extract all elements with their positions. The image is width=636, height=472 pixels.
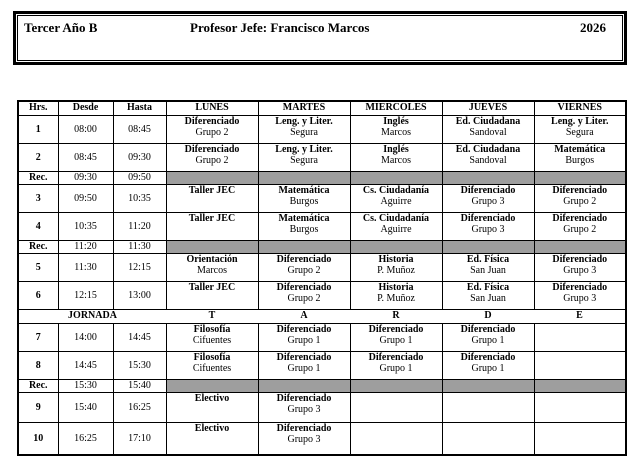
time-to-cell: 09:50 — [113, 171, 166, 184]
col-header-jueves: JUEVES — [442, 101, 534, 115]
subject-name: Diferenciado — [460, 351, 516, 363]
time-from-cell: 16:25 — [58, 422, 113, 455]
head-teacher: Profesor Jefe: Francisco Marcos — [190, 20, 370, 35]
subject-name: Diferenciado — [276, 351, 332, 363]
teacher-name: Grupo 1 — [471, 334, 505, 346]
class-cell — [350, 253, 442, 281]
teacher-name: Sandoval — [469, 154, 507, 166]
class-cell — [166, 115, 258, 143]
subject-name: Diferenciado — [276, 281, 332, 293]
period-row — [18, 212, 626, 240]
subject-name: Historia — [378, 281, 414, 293]
class-cell — [350, 422, 442, 455]
teacher-name: Cifuentes — [192, 362, 232, 374]
class-cell — [442, 323, 534, 351]
subject-name: Inglés — [383, 115, 409, 127]
class-cell — [166, 184, 258, 212]
class-cell — [258, 351, 350, 379]
class-cell — [442, 115, 534, 143]
class-cell — [534, 253, 626, 281]
teacher-name: Grupo 2 — [195, 126, 229, 138]
period-number-cell: 1 — [18, 115, 58, 143]
subject-name: Diferenciado — [368, 323, 424, 335]
teacher-name: Segura — [290, 126, 318, 138]
class-cell — [534, 351, 626, 379]
time-to-cell: 11:20 — [113, 212, 166, 240]
teacher-name: Burgos — [565, 154, 595, 166]
period-row — [18, 422, 626, 455]
recess-cell — [442, 240, 534, 253]
class-name: Tercer Año B — [24, 20, 98, 35]
class-cell — [258, 323, 350, 351]
class-cell — [166, 351, 258, 379]
teacher-name: Burgos — [289, 195, 319, 207]
class-cell — [534, 143, 626, 171]
period-number-cell: Rec. — [18, 379, 58, 392]
class-cell — [442, 212, 534, 240]
period-row — [18, 323, 626, 351]
recess-cell — [166, 171, 258, 184]
subject-name: Diferenciado — [184, 143, 240, 155]
subject-name: Diferenciado — [552, 253, 608, 265]
timetable — [17, 100, 627, 456]
header-row — [18, 101, 626, 115]
period-row — [18, 184, 626, 212]
time-to-cell: 11:30 — [113, 240, 166, 253]
class-cell — [534, 184, 626, 212]
teacher-name: Grupo 3 — [563, 292, 597, 304]
period-number-cell: 4 — [18, 212, 58, 240]
jornada-letter: A — [258, 309, 350, 323]
period-row — [18, 281, 626, 309]
subject-name: Leng. y Liter. — [275, 115, 333, 127]
class-cell — [166, 323, 258, 351]
class-cell — [166, 281, 258, 309]
teacher-name: Grupo 3 — [287, 403, 321, 415]
col-header-desde: Desde — [58, 101, 113, 115]
subject-name: Cs. Ciudadanía — [362, 212, 430, 224]
recess-cell — [258, 240, 350, 253]
time-to-cell: 15:40 — [113, 379, 166, 392]
period-number-cell: Rec. — [18, 171, 58, 184]
class-cell — [350, 184, 442, 212]
teacher-name: Grupo 2 — [563, 223, 597, 235]
subject-name: Matemática — [278, 184, 330, 196]
class-cell — [258, 212, 350, 240]
period-number-cell: 9 — [18, 392, 58, 422]
teacher-name: Marcos — [381, 154, 411, 166]
class-cell — [442, 253, 534, 281]
recess-row — [18, 240, 626, 253]
subject-name: Diferenciado — [368, 351, 424, 363]
subject-name: Diferenciado — [552, 212, 608, 224]
subject-name: Taller JEC — [188, 281, 236, 293]
jornada-letter: R — [350, 309, 442, 323]
time-to-cell: 10:35 — [113, 184, 166, 212]
period-row — [18, 351, 626, 379]
col-header-hrs: Hrs. — [18, 101, 58, 115]
time-from-cell: 14:45 — [58, 351, 113, 379]
time-to-cell: 09:30 — [113, 143, 166, 171]
class-cell — [258, 184, 350, 212]
recess-cell — [534, 171, 626, 184]
timetable-body — [18, 115, 626, 455]
recess-cell — [258, 379, 350, 392]
recess-cell — [258, 171, 350, 184]
period-number-cell: 8 — [18, 351, 58, 379]
subject-name: Diferenciado — [276, 392, 332, 404]
subject-name: Ed. Ciudadana — [455, 115, 521, 127]
class-cell — [258, 253, 350, 281]
recess-cell — [350, 240, 442, 253]
subject-name: Leng. y Liter. — [551, 115, 609, 127]
class-cell — [534, 323, 626, 351]
class-cell — [534, 281, 626, 309]
class-cell — [350, 392, 442, 422]
teacher-name: Grupo 1 — [379, 362, 413, 374]
subject-name: Electivo — [194, 422, 230, 434]
subject-name: Historia — [378, 253, 414, 265]
time-to-cell: 08:45 — [113, 115, 166, 143]
time-from-cell: 11:20 — [58, 240, 113, 253]
jornada-row — [18, 309, 626, 323]
recess-cell — [350, 171, 442, 184]
class-cell — [350, 323, 442, 351]
time-to-cell: 14:45 — [113, 323, 166, 351]
class-cell — [442, 392, 534, 422]
subject-name: Diferenciado — [276, 422, 332, 434]
time-from-cell: 12:15 — [58, 281, 113, 309]
col-header-hasta: Hasta — [113, 101, 166, 115]
recess-cell — [442, 379, 534, 392]
class-cell — [442, 184, 534, 212]
period-number-cell: 6 — [18, 281, 58, 309]
title-box-inner — [17, 15, 623, 61]
jornada-letter: D — [442, 309, 534, 323]
time-to-cell: 16:25 — [113, 392, 166, 422]
subject-name: Leng. y Liter. — [275, 143, 333, 155]
subject-name: Matemática — [278, 212, 330, 224]
time-from-cell: 14:00 — [58, 323, 113, 351]
class-cell — [166, 212, 258, 240]
time-to-cell: 17:10 — [113, 422, 166, 455]
subject-name: Diferenciado — [552, 184, 608, 196]
time-from-cell: 10:35 — [58, 212, 113, 240]
subject-name: Filosofía — [193, 351, 231, 363]
recess-row — [18, 171, 626, 184]
teacher-name: Grupo 3 — [471, 223, 505, 235]
class-cell — [166, 422, 258, 455]
recess-cell — [166, 379, 258, 392]
teacher-name: Marcos — [197, 264, 227, 276]
teacher-name: Grupo 3 — [287, 433, 321, 445]
teacher-name: Marcos — [381, 126, 411, 138]
time-from-cell: 11:30 — [58, 253, 113, 281]
teacher-name: San Juan — [470, 292, 506, 304]
time-to-cell: 12:15 — [113, 253, 166, 281]
teacher-name: Grupo 2 — [287, 264, 321, 276]
period-row — [18, 115, 626, 143]
class-cell — [350, 281, 442, 309]
teacher-name: Grupo 1 — [379, 334, 413, 346]
class-cell — [166, 143, 258, 171]
jornada-letter: T — [166, 309, 258, 323]
class-cell — [534, 422, 626, 455]
time-from-cell: 09:50 — [58, 184, 113, 212]
period-number-cell: 3 — [18, 184, 58, 212]
col-header-martes: MARTES — [258, 101, 350, 115]
class-cell — [350, 115, 442, 143]
time-from-cell: 15:30 — [58, 379, 113, 392]
period-number-cell: 2 — [18, 143, 58, 171]
teacher-name: San Juan — [470, 264, 506, 276]
subject-name: Electivo — [194, 392, 230, 404]
subject-name: Diferenciado — [276, 253, 332, 265]
period-row — [18, 253, 626, 281]
class-cell — [534, 392, 626, 422]
class-cell — [166, 392, 258, 422]
time-to-cell: 13:00 — [113, 281, 166, 309]
teacher-name: Aguirre — [380, 223, 412, 235]
teacher-name: Sandoval — [469, 126, 507, 138]
class-cell — [258, 392, 350, 422]
col-header-miercoles: MIERCOLES — [350, 101, 442, 115]
period-number-cell: Rec. — [18, 240, 58, 253]
class-cell — [534, 212, 626, 240]
teacher-name: Grupo 3 — [471, 195, 505, 207]
teacher-name: Grupo 2 — [563, 195, 597, 207]
period-row — [18, 143, 626, 171]
subject-name: Cs. Ciudadanía — [362, 184, 430, 196]
subject-name: Ed. Física — [466, 281, 510, 293]
col-header-viernes: VIERNES — [534, 101, 626, 115]
class-cell — [442, 281, 534, 309]
class-cell — [534, 115, 626, 143]
class-cell — [258, 422, 350, 455]
class-cell — [350, 351, 442, 379]
time-from-cell: 09:30 — [58, 171, 113, 184]
subject-name: Diferenciado — [460, 323, 516, 335]
recess-cell — [534, 240, 626, 253]
jornada-label: JORNADA — [18, 309, 166, 323]
subject-name: Diferenciado — [552, 281, 608, 293]
subject-name: Diferenciado — [460, 212, 516, 224]
subject-name: Filosofía — [193, 323, 231, 335]
subject-name: Taller JEC — [188, 212, 236, 224]
class-cell — [350, 143, 442, 171]
title-box — [13, 11, 627, 65]
teacher-name: Grupo 3 — [563, 264, 597, 276]
teacher-name: Aguirre — [380, 195, 412, 207]
recess-cell — [534, 379, 626, 392]
time-to-cell: 15:30 — [113, 351, 166, 379]
teacher-name: Grupo 2 — [195, 154, 229, 166]
class-cell — [166, 253, 258, 281]
teacher-name: Segura — [290, 154, 318, 166]
subject-name: Inglés — [383, 143, 409, 155]
class-cell — [442, 143, 534, 171]
year-label: 2026 — [580, 20, 606, 35]
title-row — [18, 16, 622, 60]
jornada-letter: E — [534, 309, 626, 323]
class-cell — [258, 115, 350, 143]
subject-name: Ed. Ciudadana — [455, 143, 521, 155]
teacher-name: P. Muñoz — [377, 264, 415, 276]
recess-cell — [166, 240, 258, 253]
subject-name: Ed. Física — [466, 253, 510, 265]
period-number-cell: 7 — [18, 323, 58, 351]
teacher-name: Segura — [565, 126, 594, 138]
subject-name: Diferenciado — [276, 323, 332, 335]
class-cell — [258, 281, 350, 309]
period-number-cell: 10 — [18, 422, 58, 455]
period-number-cell: 5 — [18, 253, 58, 281]
subject-name: Taller JEC — [188, 184, 236, 196]
teacher-name: Grupo 1 — [287, 334, 321, 346]
subject-name: Diferenciado — [184, 115, 240, 127]
col-header-lunes: LUNES — [166, 101, 258, 115]
class-cell — [442, 422, 534, 455]
teacher-name: Grupo 1 — [287, 362, 321, 374]
period-row — [18, 392, 626, 422]
class-cell — [258, 143, 350, 171]
recess-cell — [350, 379, 442, 392]
class-cell — [350, 212, 442, 240]
recess-row — [18, 379, 626, 392]
teacher-name: Grupo 1 — [471, 362, 505, 374]
time-from-cell: 15:40 — [58, 392, 113, 422]
time-from-cell: 08:00 — [58, 115, 113, 143]
subject-name: Diferenciado — [460, 184, 516, 196]
subject-name: Orientación — [186, 253, 238, 265]
subject-name: Matemática — [554, 143, 606, 155]
teacher-name: Burgos — [289, 223, 319, 235]
teacher-name: Cifuentes — [192, 334, 232, 346]
time-from-cell: 08:45 — [58, 143, 113, 171]
recess-cell — [442, 171, 534, 184]
class-cell — [442, 351, 534, 379]
teacher-name: Grupo 2 — [287, 292, 321, 304]
teacher-name: P. Muñoz — [377, 292, 415, 304]
